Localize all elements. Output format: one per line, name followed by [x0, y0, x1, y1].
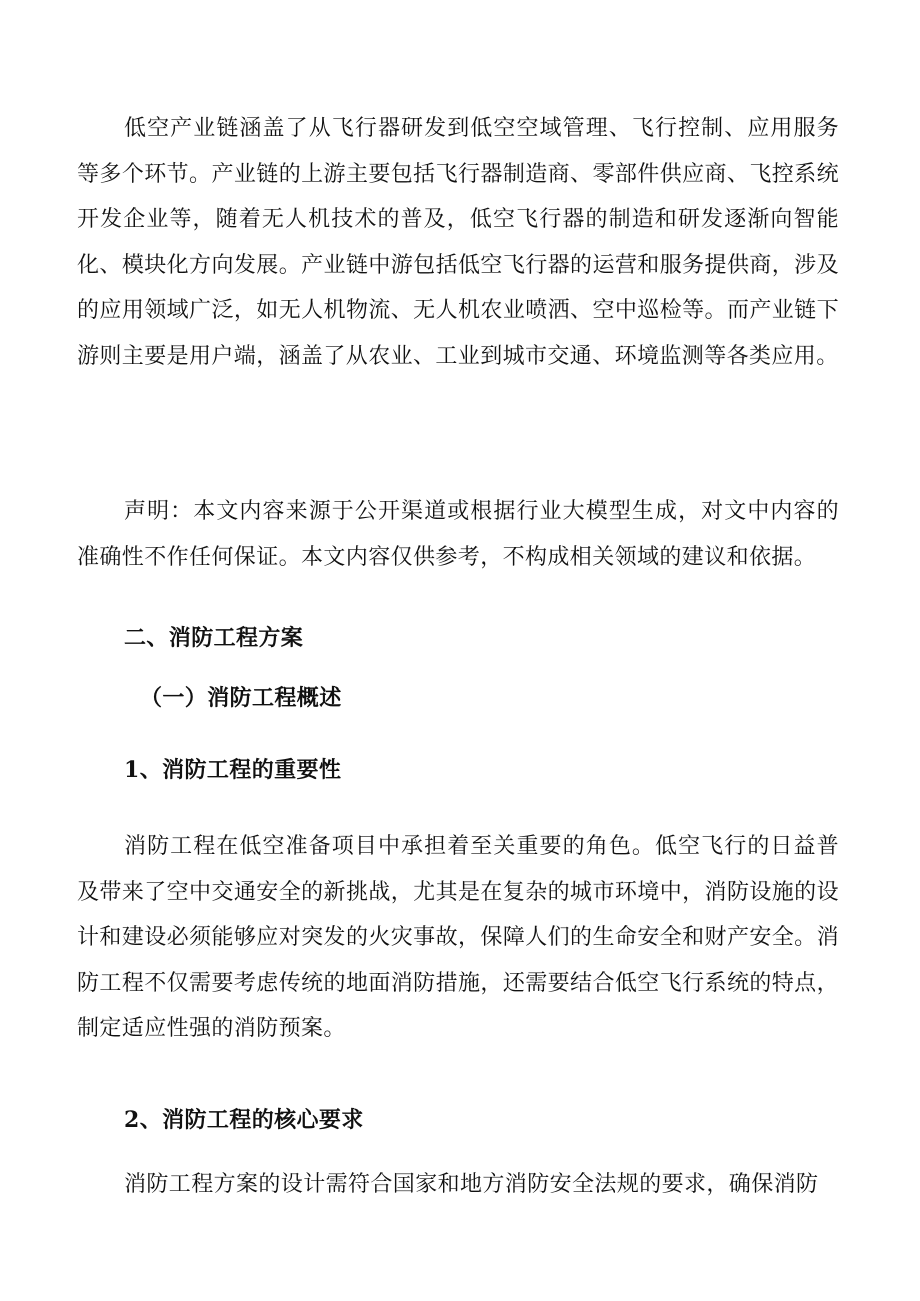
subsection-heading-overview: （一）消防工程概述 [140, 685, 342, 711]
paragraph-core-requirements: 消防工程方案的设计需符合国家和地方消防安全法规的要求，确保消防 [124, 1172, 819, 1197]
item-heading-importance: 1、消防工程的重要性 [124, 757, 342, 783]
paragraph-industry-chain: 低空产业链涵盖了从飞行器研发到低空空域管理、飞行控制、应用服务等多个环节。产业链的上游主要包括飞行器制造商、零部件供应商、飞控系统开发企业等，随着无人机技术的普及，低空飞行器的制造和研发逐渐向智能化、模块化方向发展。产业链中游包括低空飞行器的运营和服务提供商，涉及的应用领域广泛，如无人机物流、无人机农业喷洒、空中巡检等。而产业链下游则主要是用户端，涵盖了从农业、工业到城市交通、环境监测等各类应用。 [77, 116, 839, 369]
paragraph-disclaimer: 声明：本文内容来源于公开渠道或根据行业大模型生成，对文中内容的准确性不作任何保证。本文内容仅供参考，不构成相关领域的建议和依据。 [77, 499, 839, 570]
item-heading-core-requirements: 2、消防工程的核心要求 [124, 1107, 364, 1133]
section-heading-fire-engineering-plan: 二、消防工程方案 [124, 625, 304, 651]
paragraph-importance: 消防工程在低空准备项目中承担着至关重要的角色。低空飞行的日益普及带来了空中交通安全的新挑战，尤其是在复杂的城市环境中，消防设施的设计和建设必须能够应对突发的火灾事故，保障人们的生命安全和财产安全。消防工程不仅需要考虑传统的地面消防措施，还需要结合低空飞行系统的特点，制定适应性强的消防预案。 [77, 834, 839, 1041]
